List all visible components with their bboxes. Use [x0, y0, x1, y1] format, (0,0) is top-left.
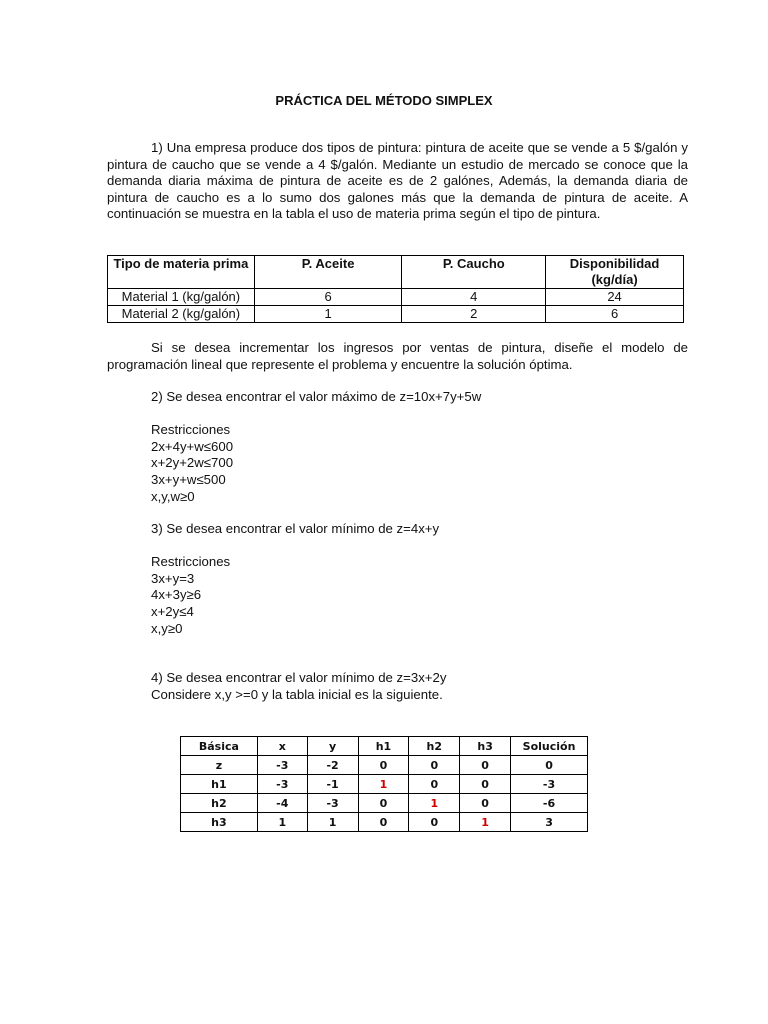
table-cell: 0	[358, 813, 409, 832]
col-header: Básica	[181, 737, 258, 756]
table-cell: 0	[358, 756, 409, 775]
col-header: Disponibilidad (kg/día)	[546, 256, 684, 289]
table-cell: 1	[257, 813, 307, 832]
table-cell: h1	[181, 775, 258, 794]
table-cell: Material 2 (kg/galón)	[108, 306, 255, 323]
constraint-line: 3x+y=3	[151, 570, 195, 586]
table-cell: -3	[307, 794, 358, 813]
problem-1-question	[107, 340, 688, 373]
table-cell: 24	[546, 289, 684, 306]
constraint-line: 2x+4y+w≤600	[151, 438, 234, 454]
col-header: h1	[358, 737, 409, 756]
table-cell: -4	[257, 794, 307, 813]
table-cell: 0	[409, 813, 460, 832]
table-cell: Material 1 (kg/galón)	[108, 289, 255, 306]
constraint-line: x,y,w≥0	[151, 488, 195, 504]
problem-1-text	[107, 140, 688, 223]
problem-1-body: 1) Una empresa produce dos tipos de pintura: pintura de aceite que se vende a 5 $/galón y pintura de caucho que se vende a 4 $/galón. Mediante un estudio de mercado se conoce que la demanda diaria máxima de pintura de aceite es de 2 galónes, Además, la demanda diaria de pintura de caucho es a lo sumo dos galones más que la demanda de pintura de aceite. A continuación se muestra en la tabla el uso de materia prima según el tipo de pintura.	[107, 140, 688, 222]
table-cell: 1	[307, 813, 358, 832]
table-cell: -3	[511, 775, 588, 794]
constraint-line: x+2y+2w≤700	[151, 455, 234, 471]
constraint-line: 3x+y+w≤500	[151, 471, 226, 487]
col-header: h3	[460, 737, 511, 756]
table-row	[181, 756, 588, 775]
problem-4-note: Considere x,y >=0 y la tabla inicial es la siguiente.	[151, 686, 443, 702]
table-cell: 0	[511, 756, 588, 775]
problem-2	[151, 389, 481, 505]
col-header: P. Aceite	[254, 256, 402, 289]
table-cell: h2	[181, 794, 258, 813]
table-cell: 4	[402, 289, 546, 306]
table-cell: 0	[409, 756, 460, 775]
problem-3-statement: 3) Se desea encontrar el valor mínimo de z=4x+y	[151, 521, 440, 536]
problem-2-restrictions-heading: Restricciones	[151, 422, 231, 438]
table-cell: -2	[307, 756, 358, 775]
constraint-line: x,y≥0	[151, 620, 183, 636]
table-cell: 6	[254, 289, 402, 306]
col-header: h2	[409, 737, 460, 756]
table-row	[181, 775, 588, 794]
table-cell-highlight: 1	[460, 813, 511, 832]
table-cell: 2	[402, 306, 546, 323]
constraint-line: x+2y≤4	[151, 603, 194, 619]
table-cell: 0	[358, 794, 409, 813]
problem-4-statement: 4) Se desea encontrar el valor mínimo de z=3x+2y	[151, 670, 447, 685]
table-cell-highlight: 1	[409, 794, 460, 813]
table-cell: h3	[181, 813, 258, 832]
col-header: Tipo de materia prima	[108, 256, 255, 289]
col-header: Solución	[511, 737, 588, 756]
table-cell: 1	[254, 306, 402, 323]
constraint-line: 4x+3y≥6	[151, 587, 202, 603]
table-header-row	[108, 256, 684, 289]
col-header: P. Caucho	[402, 256, 546, 289]
problem-4	[151, 670, 446, 703]
table-cell: 0	[409, 775, 460, 794]
table-cell: 6	[546, 306, 684, 323]
col-header: y	[307, 737, 358, 756]
table-cell: -1	[307, 775, 358, 794]
table-row	[181, 813, 588, 832]
table-row	[108, 306, 684, 323]
problem-1-question-body: Si se desea incrementar los ingresos por ventas de pintura, diseñe el modelo de programación lineal que represente el problema y encuentre la solución óptima.	[107, 340, 688, 372]
table-cell: 3	[511, 813, 588, 832]
table-cell: -3	[257, 775, 307, 794]
simplex-table	[180, 736, 588, 832]
materials-table	[107, 255, 684, 323]
table-cell: z	[181, 756, 258, 775]
table-row	[108, 289, 684, 306]
problem-3-restrictions-heading: Restricciones	[151, 554, 231, 570]
page-title: PRÁCTICA DEL MÉTODO SIMPLEX	[275, 93, 493, 108]
col-header: x	[257, 737, 307, 756]
problem-2-statement: 2) Se desea encontrar el valor máximo de z=10x+7y+5w	[151, 389, 482, 404]
table-header-row	[181, 737, 588, 756]
table-cell-highlight: 1	[358, 775, 409, 794]
problem-3	[151, 521, 439, 637]
table-cell: 0	[460, 756, 511, 775]
table-cell: -3	[257, 756, 307, 775]
table-cell: 0	[460, 794, 511, 813]
table-cell: -6	[511, 794, 588, 813]
table-cell: 0	[460, 775, 511, 794]
table-row	[181, 794, 588, 813]
